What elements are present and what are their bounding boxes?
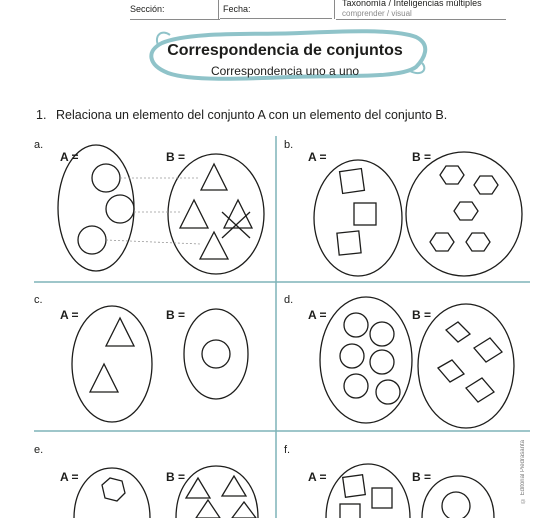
set-a-label: A =: [60, 150, 79, 164]
rhombus-shape: [474, 338, 502, 362]
set-a-label: A =: [308, 470, 327, 484]
set-b-oval: [406, 152, 522, 276]
triangle-shape: [201, 164, 227, 190]
exercise-letter: a.: [34, 139, 44, 151]
set-a-oval: [72, 306, 152, 422]
set-b-label: B =: [412, 308, 432, 322]
circle-shape: [78, 226, 106, 254]
guide-lines: [106, 178, 200, 244]
circle-shape: [340, 344, 364, 368]
square-shape: [340, 504, 360, 518]
triangle-shape: [180, 200, 208, 228]
exercise-letter: d.: [284, 294, 294, 306]
rhombus-shape: [466, 378, 494, 402]
set-b-label: B =: [166, 308, 186, 322]
set-b-label: B =: [166, 470, 186, 484]
set-b-oval: [422, 476, 494, 518]
set-b-oval: [418, 304, 514, 428]
hexagon-shape: [474, 176, 498, 194]
set-a-label: A =: [60, 308, 79, 322]
set-a-label: A =: [308, 308, 327, 322]
circle-shape: [92, 164, 120, 192]
square-shape: [337, 231, 361, 255]
triangle-shape: [106, 318, 134, 346]
taxonomy-text: Taxonomía / Inteligencias múltiples: [342, 0, 482, 8]
circle-shape: [202, 340, 230, 368]
set-a-oval: [74, 468, 150, 518]
exercise-grid: [34, 136, 530, 518]
hexagon-shape: [102, 478, 125, 501]
set-b-oval: [184, 309, 248, 399]
square-shape: [340, 169, 365, 194]
exercise-letter: f.: [284, 444, 291, 456]
set-b-label: B =: [412, 470, 432, 484]
taxonomy-level: comprender / visual: [342, 9, 412, 18]
circle-shape: [442, 492, 470, 518]
set-a-label: A =: [60, 470, 79, 484]
set-a-oval: [314, 160, 402, 276]
triangle-shape: [186, 478, 210, 498]
hexagon-shape: [454, 202, 478, 220]
set-b-oval: [176, 466, 258, 518]
set-b-label: B =: [166, 150, 186, 164]
publisher-note: © Editorial Piedrasanta: [520, 440, 526, 504]
triangle-shape: [222, 476, 246, 496]
fecha-label: Fecha:: [223, 4, 251, 14]
triangle-shape: [232, 502, 256, 518]
instruction-text: Relaciona un elemento del conjunto A con un elemento del conjunto B.: [56, 108, 448, 122]
exercise-letter: b.: [284, 139, 294, 151]
circle-shape: [106, 195, 134, 223]
set-a-label: A =: [308, 150, 327, 164]
instruction-number: 1.: [36, 108, 47, 122]
triangle-shape: [196, 500, 220, 518]
set-a-oval: [320, 297, 412, 423]
set-b-label: B =: [412, 150, 432, 164]
square-shape: [372, 488, 392, 508]
circle-shape: [370, 322, 394, 346]
set-a-oval: [58, 145, 134, 271]
circle-shape: [344, 313, 368, 337]
circle-shape: [376, 380, 400, 404]
hexagon-shape: [430, 233, 454, 251]
rhombus-shape: [446, 322, 470, 342]
circle-shape: [344, 374, 368, 398]
set-b-oval: [168, 154, 264, 274]
exercise-letter: c.: [34, 294, 43, 306]
circle-shape: [370, 350, 394, 374]
set-a-oval: [326, 464, 410, 518]
page-subtitle: Correspondencia uno a uno: [210, 64, 360, 78]
seccion-label: Sección:: [130, 4, 165, 14]
square-shape: [354, 203, 376, 225]
rhombus-shape: [438, 360, 464, 382]
square-shape: [343, 475, 366, 498]
exercise-letter: e.: [34, 444, 44, 456]
hexagon-shape: [440, 166, 464, 184]
page-title: Correspondencia de conjuntos: [167, 42, 403, 59]
triangle-shape: [90, 364, 118, 392]
